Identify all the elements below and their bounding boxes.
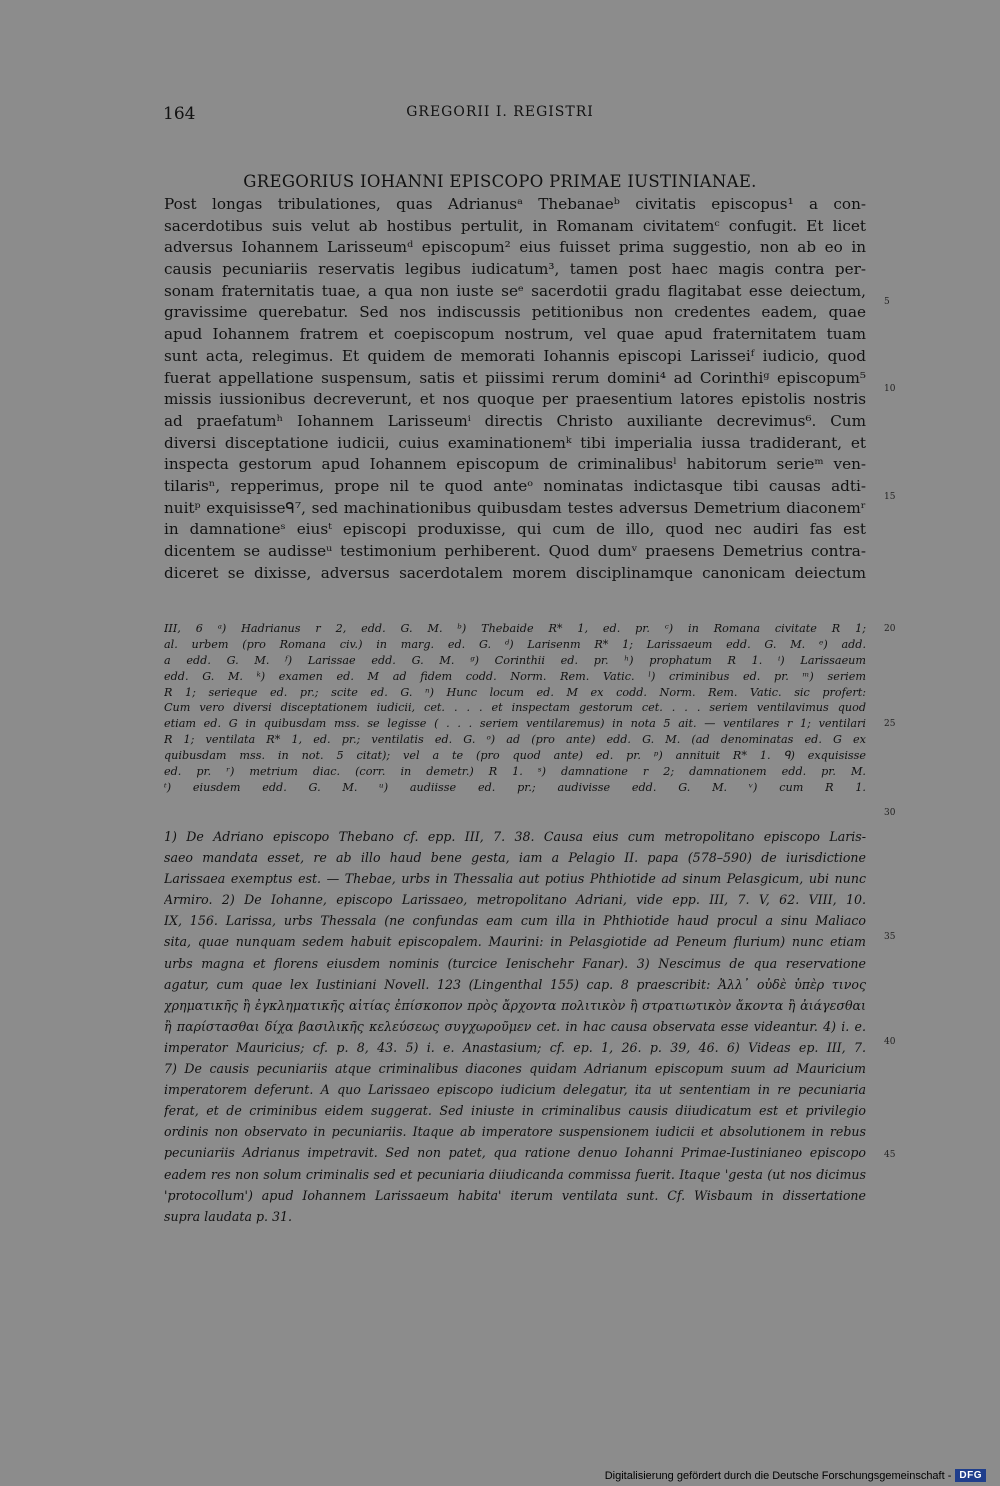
apparatus-line: R 1; serieque ed. pr.; scite ed. G. ⁿ) Hunc locum ed. M ex codd. Norm. Rem. Vatic. sic profert: <box>164 685 866 699</box>
apparatus-line: ed. pr. ʳ) metrium diac. (corr. in demetr.) R 1. ˢ) damnatione r 2; damnationem edd. pr. M. <box>164 765 866 779</box>
apparatus-line: III, 6 ᵃ) Hadrianus r 2, edd. G. M. ᵇ) Thebaide R* 1, ed. pr. ᶜ) in Romana civitate R 1; <box>164 622 866 635</box>
body-line: inspecta gestorum apud Iohannem episcopum de criminalibusˡ habitorum serieᵐ ven- <box>164 455 866 474</box>
body-line: Post longas tribulationes, quas Adrianusᵃ Thebanaeᵇ civitatis episcopus¹ a con- <box>164 195 866 213</box>
footnote-line: pecuniariis Adrianus impetravit. Sed non patet, qua ratione denuo Iohanni Primae-Iustinianeo episcopo <box>164 1145 866 1161</box>
body-line: sacerdotibus suis velut ab hostibus pertulit, in Romanam civitatemᶜ confugit. Et licet <box>164 216 866 235</box>
body-line: diversi disceptatione iudicii, cuius examinationemᵏ tibi imperialia iussa tradiderant, et <box>164 433 866 452</box>
body-line: causis pecuniariis reservatis legibus iudicatum³, tamen post haec magis contra per- <box>164 260 866 279</box>
footnote-line: 1) De Adriano episcopo Thebano cf. epp. III, 7. 38. Causa eius cum metropolitano episcopo Laris- <box>164 829 866 844</box>
line-number: 5 <box>884 297 890 307</box>
footnote-line: saeo mandata esset, re ab illo haud bene gesta, iam a Pelagio II. papa (578–590) de iurisdictione <box>164 850 866 866</box>
body-line: tilarisⁿ, repperimus, prope nil te quod anteᵒ nominatas indictasque tibi causas adti- <box>164 476 866 495</box>
footnote-line: supra laudata p. 31. <box>164 1208 293 1224</box>
footnote-line: 'protocollum') apud Iohannem Larissaeum habita' iterum ventilata sunt. Cf. Wisbaum in dissertatione <box>164 1187 866 1203</box>
footnote-line: ferat, et de criminibus eidem suggerat. Sed iniuste in criminalibus causis diiudicatum est et privilegio <box>164 1103 866 1119</box>
line-number: 40 <box>884 1037 896 1047</box>
footnote-line: ordinis non observato in pecuniariis. Itaque ab imperatore suspensionem iudicii et absolutionem in rebus <box>164 1124 866 1140</box>
footnotes <box>164 826 866 1227</box>
footnote-line: imperator Mauricius; cf. p. 8, 43. 5) i. e. Anastasium; cf. ep. 1, 26. p. 39, 46. 6) Videas ep. III, 7. <box>164 1039 866 1055</box>
page-number: 164 <box>163 104 196 124</box>
line-number: 20 <box>884 624 896 634</box>
footnote-line: Armiro. 2) De Iohanne, episcopo Larissaeo, metropolitano Adriani, vide epp. III, 7. V, 62. VIII, 10. <box>164 892 866 908</box>
apparatus-line: ᵗ) eiusdem edd. G. M. ᵘ) audiisse ed. pr.; audivisse edd. G. M. ᵛ) cum R 1. <box>164 780 866 794</box>
digitization-credit <box>605 1469 986 1482</box>
body-line: ad praefatumʰ Iohannem Larisseumⁱ directis Christo auxiliante decrevimus⁶. Cum <box>164 411 866 430</box>
footnote-line: urbs magna et florens eiusdem nominis (turcice Ienischehr Fanar). 3) Nescimus de qua reservatione <box>164 955 866 971</box>
footnote-line: eadem res non solum criminalis sed et pecuniaria diiudicanda commissa fuerit. Itaque 'gesta (ut nos dicimus <box>164 1166 866 1182</box>
line-number: 45 <box>884 1150 896 1160</box>
body-line: adversus Iohannem Larisseumᵈ episcopum² eius fuisset prima suggestio, non ab eo in <box>164 238 866 257</box>
body-line: diceret se dixisse, adversus sacerdotalem morem disciplinamque canonicam deiectum <box>164 563 866 582</box>
footnote-line: Larissaea exemptus est. — Thebae, urbs in Thessalia aut potius Phthiotide ad sinum Pelasgicum, ubi nunc <box>164 871 866 887</box>
line-number: 15 <box>884 492 896 502</box>
body-line: in damnationeˢ eiusᵗ episcopi produxisse, qui cum de illo, quod nec audiri fas est <box>164 520 866 539</box>
footnote-line: sita, quae nunquam sedem habuit episcopalem. Maurini: in Pelasgiotide ad Peneum flurium) nunc etiam <box>164 934 866 950</box>
footnote-line: 7) De causis pecuniariis atque criminalibus diacones quidam Adrianum episcopum suum ad Mauricium <box>164 1061 866 1077</box>
body-line: dicentem se audisseᵘ testimonium perhiberent. Quod dumᵛ praesens Demetrius contra- <box>164 542 866 560</box>
running-head: GREGORII I. REGISTRI <box>406 104 594 120</box>
footnote-line: ἢ παρίστασθαι δίχα βασιλικῆς κελεύσεως συγχωροῦμεν cet. in hac causa observata esse videantur. 4) i. e. <box>164 1018 866 1034</box>
apparatus-line: edd. G. M. ᵏ) examen ed. M ad fidem codd. Norm. Rem. Vatic. ˡ) criminibus ed. pr. ᵐ) seriem <box>164 669 866 683</box>
footnote-line: IX, 156. Larissa, urbs Thessala (ne confundas eam cum illa in Phthiotide haud procul a sinu Maliaco <box>164 913 866 929</box>
apparatus-line: quibusdam mss. in not. 5 citat); vel a te (pro quod ante) ed. pr. ᵖ) annituit R* 1. ᑫ) exquisisse <box>164 749 866 763</box>
line-number: 35 <box>884 932 896 942</box>
footnote-line: agatur, cum quae lex Iustiniani Novell. 123 (Lingenthal 155) cap. 8 praescribit: Ἀλλ᾽ οὐδὲ ὑπὲρ τινος <box>164 976 866 992</box>
body-line: sunt acta, relegimus. Et quidem de memorati Iohannis episcopi Larisseiᶠ iudicio, quod <box>164 346 866 365</box>
body-line: fuerat appellatione suspensum, satis et piissimi rerum domini⁴ ad Corinthiᵍ episcopum⁵ <box>164 368 866 387</box>
body-line: nuitᵖ exquisisseᑫ⁷, sed machinationibus quibusdam testes adversus Demetrium diaconemʳ <box>164 498 866 517</box>
line-number: 30 <box>884 808 896 818</box>
apparatus-line: etiam ed. G in quibusdam mss. se legisse ( . . . seriem ventilaremus) in nota 5 ait. — ventilares r 1; ventilari <box>164 717 866 731</box>
body-line: gravissime querebatur. Sed nos indiscussis petitionibus non credentes eadem, quae <box>164 303 866 322</box>
body-line: sonam fraternitatis tuae, a qua non iuste seᵉ sacerdotii gradu flagitabat esse deiectum, <box>164 281 866 300</box>
letter-body <box>164 194 866 584</box>
apparatus-line: al. urbem (pro Romana civ.) in marg. ed. G. ᵈ) Larisenm R* 1; Larissaeum edd. G. M. ᵉ) add. <box>164 637 866 651</box>
body-line: apud Iohannem fratrem et coepiscopum nostrum, vel quae apud fraternitatem tuam <box>164 325 866 344</box>
letter-title: GREGORIUS IOHANNI EPISCOPO PRIMAE IUSTINIANAE. <box>243 172 757 191</box>
dfg-logo-icon[interactable]: DFG <box>955 1469 986 1482</box>
footnote-line: χρηματικῆς ἢ ἐγκληματικῆς αἰτίας ἐπίσκοπον πρὸς ἄρχοντα πολιτικὸν ἢ στρατιωτικὸν ἄκοντα ἢ ἀιάγεσθαι <box>164 997 866 1013</box>
footnote-line: imperatorem deferunt. A quo Larissaeo episcopo iudicium delegatur, ita ut sententiam in re pecuniaria <box>164 1082 866 1098</box>
apparatus-line: R 1; ventilata R* 1, ed. pr.; ventilatis ed. G. ᵒ) ad (pro ante) edd. G. M. (ad denominatas ed. G ex <box>164 733 866 747</box>
critical-apparatus <box>164 621 866 796</box>
line-number: 25 <box>884 719 896 729</box>
credit-text: Digitalisierung gefördert durch die Deutsche Forschungsgemeinschaft - <box>604 1469 952 1482</box>
line-number: 10 <box>884 384 896 394</box>
apparatus-line: a edd. G. M. ᶠ) Larissae edd. G. M. ᵍ) Corinthii ed. pr. ʰ) prophatum R 1. ⁱ) Larissaeum <box>164 653 866 667</box>
apparatus-line: Cum vero diversi disceptationem iudicii, cet. . . . et inspectam gestorum cet. . . . seriem ventilavimus quod <box>164 701 866 715</box>
body-line: missis iussionibus decreverunt, et nos quoque per praesentium latores epistolis nostris <box>164 390 866 409</box>
